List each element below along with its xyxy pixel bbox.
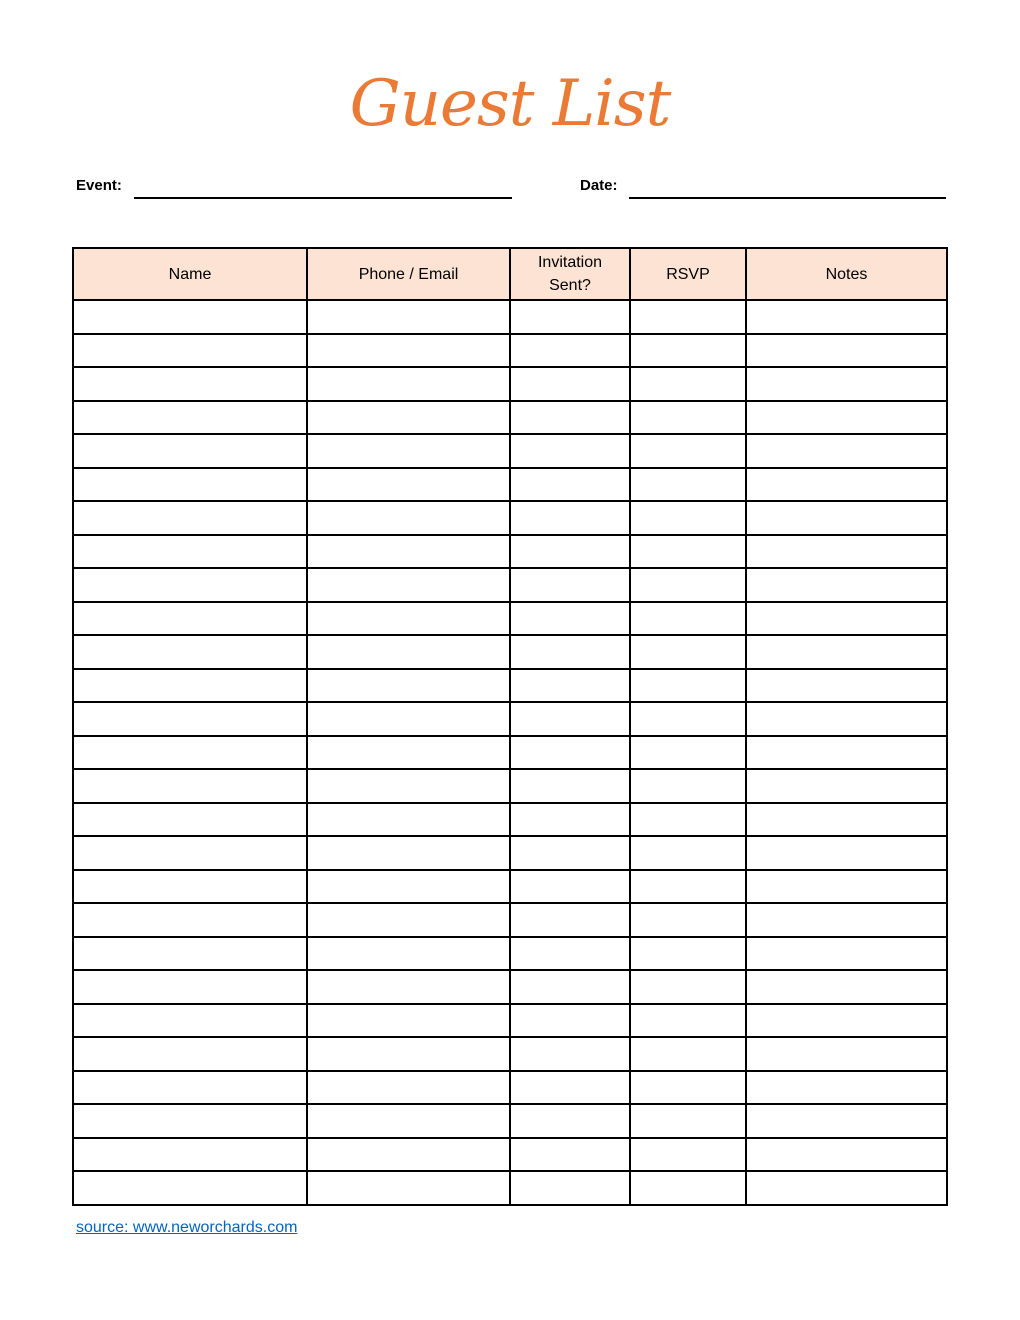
rsvp-cell[interactable] (630, 501, 746, 535)
invitation-sent-cell[interactable] (510, 836, 630, 870)
phone-email-cell[interactable] (307, 903, 510, 937)
table-row (73, 803, 947, 837)
name-cell[interactable] (73, 602, 307, 636)
name-cell[interactable] (73, 635, 307, 669)
notes-cell[interactable] (746, 1171, 947, 1205)
name-cell[interactable] (73, 535, 307, 569)
invitation-sent-cell[interactable] (510, 702, 630, 736)
phone-email-cell[interactable] (307, 635, 510, 669)
table-row (73, 602, 947, 636)
invitation-sent-cell[interactable] (510, 1071, 630, 1105)
invitation-sent-cell[interactable] (510, 970, 630, 1004)
invitation-sent-cell[interactable] (510, 535, 630, 569)
notes-cell[interactable] (746, 903, 947, 937)
phone-email-cell[interactable] (307, 434, 510, 468)
invitation-sent-cell[interactable] (510, 937, 630, 971)
invitation-sent-cell[interactable] (510, 903, 630, 937)
table-row (73, 1104, 947, 1138)
date-label: Date: (580, 177, 618, 194)
name-cell[interactable] (73, 1004, 307, 1038)
phone-email-cell[interactable] (307, 401, 510, 435)
phone-email-cell[interactable] (307, 1037, 510, 1071)
invitation-sent-cell[interactable] (510, 468, 630, 502)
notes-cell[interactable] (746, 434, 947, 468)
rsvp-cell[interactable] (630, 836, 746, 870)
notes-cell[interactable] (746, 1004, 947, 1038)
name-cell[interactable] (73, 334, 307, 368)
invitation-sent-cell[interactable] (510, 1037, 630, 1071)
table-row (73, 300, 947, 334)
column-header-invitation-sent-label: Invitation Sent? (537, 254, 603, 294)
invitation-sent-cell[interactable] (510, 568, 630, 602)
name-cell[interactable] (73, 434, 307, 468)
notes-cell[interactable] (746, 300, 947, 334)
invitation-sent-cell[interactable] (510, 401, 630, 435)
name-cell[interactable] (73, 1071, 307, 1105)
table-row (73, 1138, 947, 1172)
notes-cell[interactable] (746, 1071, 947, 1105)
table-row (73, 970, 947, 1004)
phone-email-cell[interactable] (307, 1171, 510, 1205)
notes-cell[interactable] (746, 870, 947, 904)
rsvp-cell[interactable] (630, 1138, 746, 1172)
rsvp-cell[interactable] (630, 669, 746, 703)
notes-cell[interactable] (746, 602, 947, 636)
rsvp-cell[interactable] (630, 937, 746, 971)
phone-email-cell[interactable] (307, 702, 510, 736)
name-cell[interactable] (73, 870, 307, 904)
page-title: Guest List (349, 67, 671, 141)
guest-list-table (72, 247, 948, 1206)
notes-cell[interactable] (746, 1104, 947, 1138)
rsvp-cell[interactable] (630, 1071, 746, 1105)
phone-email-cell[interactable] (307, 602, 510, 636)
table-row (73, 367, 947, 401)
rsvp-cell[interactable] (630, 300, 746, 334)
date-line (629, 197, 946, 199)
rsvp-cell[interactable] (630, 602, 746, 636)
phone-email-cell[interactable] (307, 334, 510, 368)
table-row (73, 635, 947, 669)
rsvp-cell[interactable] (630, 769, 746, 803)
table-row (73, 334, 947, 368)
invitation-sent-cell[interactable] (510, 602, 630, 636)
column-header-name: Name (73, 248, 307, 300)
rsvp-cell[interactable] (630, 468, 746, 502)
phone-email-cell[interactable] (307, 535, 510, 569)
table-row (73, 836, 947, 870)
name-cell[interactable] (73, 736, 307, 770)
phone-email-cell[interactable] (307, 1071, 510, 1105)
phone-email-cell[interactable] (307, 1138, 510, 1172)
phone-email-cell[interactable] (307, 300, 510, 334)
phone-email-cell[interactable] (307, 367, 510, 401)
invitation-sent-cell[interactable] (510, 635, 630, 669)
notes-cell[interactable] (746, 468, 947, 502)
notes-cell[interactable] (746, 535, 947, 569)
table-header-row (73, 248, 947, 300)
rsvp-cell[interactable] (630, 635, 746, 669)
rsvp-cell[interactable] (630, 367, 746, 401)
column-header-notes: Notes (746, 248, 947, 300)
table-row (73, 937, 947, 971)
notes-cell[interactable] (746, 970, 947, 1004)
table-row (73, 501, 947, 535)
name-cell[interactable] (73, 836, 307, 870)
notes-cell[interactable] (746, 568, 947, 602)
table-row (73, 1171, 947, 1205)
name-cell[interactable] (73, 568, 307, 602)
table-row (73, 702, 947, 736)
rsvp-cell[interactable] (630, 803, 746, 837)
name-cell[interactable] (73, 803, 307, 837)
table-row (73, 468, 947, 502)
column-header-phone-email: Phone / Email (307, 248, 510, 300)
event-line (134, 197, 512, 199)
invitation-sent-cell[interactable] (510, 870, 630, 904)
phone-email-cell[interactable] (307, 937, 510, 971)
phone-email-cell[interactable] (307, 669, 510, 703)
rsvp-cell[interactable] (630, 970, 746, 1004)
table-row (73, 870, 947, 904)
invitation-sent-cell[interactable] (510, 367, 630, 401)
invitation-sent-cell[interactable] (510, 1104, 630, 1138)
phone-email-cell[interactable] (307, 970, 510, 1004)
invitation-sent-cell[interactable] (510, 736, 630, 770)
phone-email-cell[interactable] (307, 468, 510, 502)
notes-cell[interactable] (746, 937, 947, 971)
rsvp-cell[interactable] (630, 535, 746, 569)
notes-cell[interactable] (746, 836, 947, 870)
invitation-sent-cell[interactable] (510, 1138, 630, 1172)
name-cell[interactable] (73, 702, 307, 736)
rsvp-cell[interactable] (630, 1171, 746, 1205)
name-cell[interactable] (73, 300, 307, 334)
name-cell[interactable] (73, 769, 307, 803)
notes-cell[interactable] (746, 736, 947, 770)
name-cell[interactable] (73, 903, 307, 937)
invitation-sent-cell[interactable] (510, 300, 630, 334)
rsvp-cell[interactable] (630, 568, 746, 602)
table-row (73, 669, 947, 703)
phone-email-cell[interactable] (307, 1104, 510, 1138)
name-cell[interactable] (73, 1104, 307, 1138)
notes-cell[interactable] (746, 367, 947, 401)
table-row (73, 1071, 947, 1105)
invitation-sent-cell[interactable] (510, 803, 630, 837)
table-row (73, 434, 947, 468)
phone-email-cell[interactable] (307, 568, 510, 602)
phone-email-cell[interactable] (307, 736, 510, 770)
phone-email-cell[interactable] (307, 501, 510, 535)
rsvp-cell[interactable] (630, 401, 746, 435)
rsvp-cell[interactable] (630, 1037, 746, 1071)
rsvp-cell[interactable] (630, 1104, 746, 1138)
notes-cell[interactable] (746, 1138, 947, 1172)
rsvp-cell[interactable] (630, 870, 746, 904)
notes-cell[interactable] (746, 803, 947, 837)
table-row (73, 535, 947, 569)
phone-email-cell[interactable] (307, 870, 510, 904)
name-cell[interactable] (73, 468, 307, 502)
rsvp-cell[interactable] (630, 434, 746, 468)
table-row (73, 1004, 947, 1038)
phone-email-cell[interactable] (307, 836, 510, 870)
source-link[interactable]: source: www.neworchards.com (76, 1219, 298, 1236)
table-row (73, 568, 947, 602)
phone-email-cell[interactable] (307, 769, 510, 803)
invitation-sent-cell[interactable] (510, 769, 630, 803)
notes-cell[interactable] (746, 501, 947, 535)
name-cell[interactable] (73, 937, 307, 971)
invitation-sent-cell[interactable] (510, 1004, 630, 1038)
phone-email-cell[interactable] (307, 803, 510, 837)
invitation-sent-cell[interactable] (510, 669, 630, 703)
table-row (73, 1037, 947, 1071)
notes-cell[interactable] (746, 401, 947, 435)
invitation-sent-cell[interactable] (510, 501, 630, 535)
invitation-sent-cell[interactable] (510, 334, 630, 368)
notes-cell[interactable] (746, 1037, 947, 1071)
name-cell[interactable] (73, 401, 307, 435)
invitation-sent-cell[interactable] (510, 434, 630, 468)
column-header-rsvp: RSVP (630, 248, 746, 300)
event-label: Event: (76, 177, 122, 194)
rsvp-cell[interactable] (630, 334, 746, 368)
column-header-invitation-sent (510, 248, 630, 300)
notes-cell[interactable] (746, 769, 947, 803)
table-row (73, 769, 947, 803)
notes-cell[interactable] (746, 635, 947, 669)
rsvp-cell[interactable] (630, 1004, 746, 1038)
name-cell[interactable] (73, 1037, 307, 1071)
name-cell[interactable] (73, 669, 307, 703)
name-cell[interactable] (73, 367, 307, 401)
invitation-sent-cell[interactable] (510, 1171, 630, 1205)
name-cell[interactable] (73, 1171, 307, 1205)
name-cell[interactable] (73, 970, 307, 1004)
notes-cell[interactable] (746, 702, 947, 736)
notes-cell[interactable] (746, 669, 947, 703)
rsvp-cell[interactable] (630, 903, 746, 937)
name-cell[interactable] (73, 1138, 307, 1172)
notes-cell[interactable] (746, 334, 947, 368)
phone-email-cell[interactable] (307, 1004, 510, 1038)
rsvp-cell[interactable] (630, 736, 746, 770)
table-row (73, 903, 947, 937)
table-body (73, 300, 947, 1205)
table-row (73, 401, 947, 435)
rsvp-cell[interactable] (630, 702, 746, 736)
name-cell[interactable] (73, 501, 307, 535)
table-row (73, 736, 947, 770)
